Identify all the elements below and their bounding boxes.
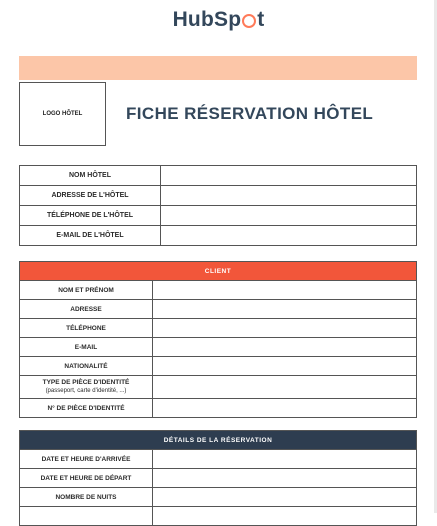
- table-row: [20, 226, 417, 246]
- page-title: FICHE RÉSERVATION HÔTEL: [126, 104, 374, 123]
- client-section-header: CLIENT: [20, 262, 417, 281]
- nights-count-field[interactable]: [153, 488, 417, 507]
- field-label: TÉLÉPHONE DE L'HÔTEL: [20, 206, 161, 226]
- departure-datetime-field[interactable]: [153, 469, 417, 488]
- table-row: [20, 166, 417, 186]
- table-row: [20, 319, 417, 338]
- reservation-extra-field[interactable]: [153, 507, 417, 526]
- hubspot-logo: [0, 8, 437, 38]
- client-phone-field[interactable]: [153, 319, 417, 338]
- table-row: [20, 338, 417, 357]
- field-label: DATE ET HEURE D'ARRIVÉE: [20, 450, 153, 469]
- id-type-hint: (passeport, carte d'identité, ...): [45, 388, 127, 394]
- table-row: [20, 399, 417, 418]
- field-label: NOM ET PRÉNOM: [20, 281, 153, 300]
- client-email-field[interactable]: [153, 338, 417, 357]
- reservation-section-header: DÉTAILS DE LA RÉSERVATION: [20, 431, 417, 450]
- field-label: E-MAIL DE L'HÔTEL: [20, 226, 161, 246]
- field-label: [20, 376, 153, 399]
- field-label: NATIONALITÉ: [20, 357, 153, 376]
- arrival-datetime-field[interactable]: [153, 450, 417, 469]
- table-row: [20, 186, 417, 206]
- client-address-field[interactable]: [153, 300, 417, 319]
- hotel-logo-placeholder: [19, 82, 106, 146]
- hotel-info-table: [19, 165, 417, 246]
- reservation-details-table: [19, 430, 417, 526]
- client-name-field[interactable]: [153, 281, 417, 300]
- field-label: N° DE PIÈCE D'IDENTITÉ: [20, 399, 153, 418]
- field-label: ADRESSE: [20, 300, 153, 319]
- table-row: [20, 488, 417, 507]
- brand-name-right: t: [257, 8, 265, 31]
- hotel-address-field[interactable]: [161, 186, 417, 206]
- table-row: [20, 507, 417, 526]
- table-row: [20, 281, 417, 300]
- table-row: [20, 469, 417, 488]
- field-label: [20, 507, 153, 526]
- client-id-type-field[interactable]: [153, 376, 417, 399]
- field-label: E-MAIL: [20, 338, 153, 357]
- field-label: TÉLÉPHONE: [20, 319, 153, 338]
- table-row: [20, 300, 417, 319]
- hotel-email-field[interactable]: [161, 226, 417, 246]
- table-row: [20, 376, 417, 399]
- field-label: NOMBRE DE NUITS: [20, 488, 153, 507]
- table-row: [20, 450, 417, 469]
- client-nationality-field[interactable]: [153, 357, 417, 376]
- field-label: DATE ET HEURE DE DÉPART: [20, 469, 153, 488]
- sprocket-icon: [242, 14, 256, 28]
- client-id-number-field[interactable]: [153, 399, 417, 418]
- hotel-phone-field[interactable]: [161, 206, 417, 226]
- field-label: ADRESSE DE L'HÔTEL: [20, 186, 161, 206]
- field-label: NOM HÔTEL: [20, 166, 161, 186]
- client-info-table: [19, 261, 417, 418]
- table-row: [20, 357, 417, 376]
- logo-placeholder-label: LOGO HÔTEL: [42, 111, 83, 117]
- id-type-label: TYPE DE PIÈCE D'IDENTITÉ: [42, 379, 130, 386]
- header-banner: [19, 56, 417, 80]
- table-row: [20, 206, 417, 226]
- brand-name-left: HubSp: [172, 8, 242, 31]
- hotel-name-field[interactable]: [161, 166, 417, 186]
